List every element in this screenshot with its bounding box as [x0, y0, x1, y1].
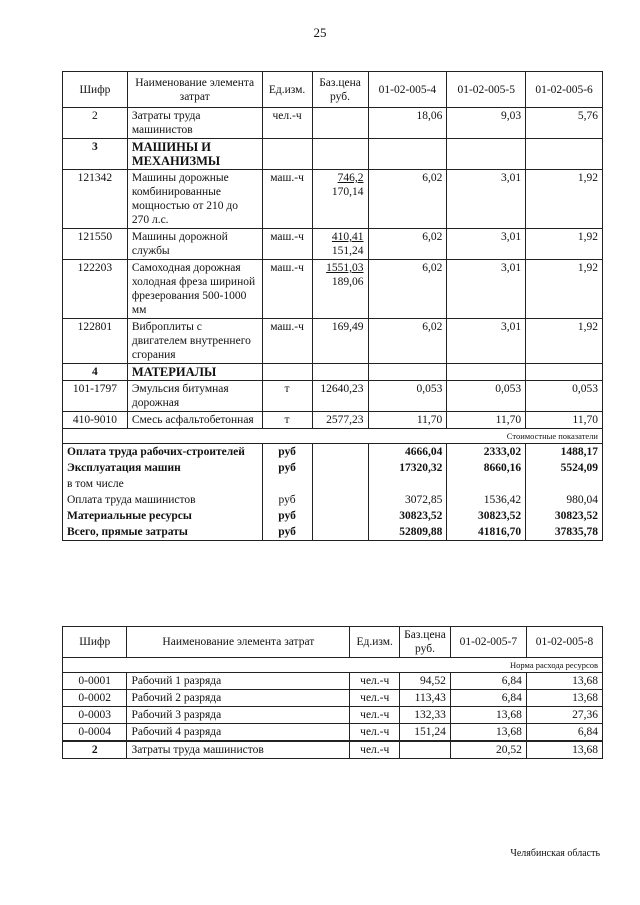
cost-price [312, 460, 368, 476]
region-footer: Челябинская область [510, 848, 600, 859]
row-price [312, 260, 368, 319]
row-name: Эмульсия битумная дорожная [127, 381, 262, 412]
section-row [63, 364, 603, 381]
row-price: 113,43 [400, 690, 451, 707]
price-value: 12640,23 [320, 383, 364, 395]
cost-value-4: 17320,32 [368, 460, 447, 476]
cost-name: в том числе [63, 476, 263, 492]
row-code: 2 [63, 741, 127, 759]
header-unit: Ед.изм. [262, 72, 312, 108]
row-unit: чел.-ч [262, 108, 312, 139]
row-code: 0-0003 [63, 707, 127, 724]
row-unit: т [262, 381, 312, 412]
row-value-8: 13,68 [526, 741, 602, 759]
header-unit: Ед.изм. [350, 627, 400, 658]
cost-caption-row [63, 429, 603, 444]
row-unit [262, 139, 312, 170]
row-code: 121550 [63, 229, 128, 260]
cost-row [63, 476, 603, 492]
cost-value-6: 5524,09 [526, 460, 603, 476]
row-value-5: 11,70 [447, 412, 526, 429]
row-value-4: 6,02 [368, 170, 447, 229]
row-unit: маш.-ч [262, 260, 312, 319]
row-value-5: 3,01 [447, 260, 526, 319]
cost-row [63, 524, 603, 541]
cost-value-5: 1536,42 [447, 492, 526, 508]
row-value-4: 11,70 [368, 412, 447, 429]
row-value-4: 6,02 [368, 319, 447, 364]
row-value-7: 13,68 [450, 724, 526, 742]
header-code: Шифр [63, 72, 128, 108]
row-code: 122203 [63, 260, 128, 319]
row-unit: чел.-ч [350, 673, 400, 690]
price-machinist-value: 170,14 [331, 186, 364, 198]
header-name: Наименование элемента затрат [127, 72, 262, 108]
cost-name: Материальные ресурсы [63, 508, 263, 524]
row-price [312, 319, 368, 364]
row-code: 0-0001 [63, 673, 127, 690]
table-row [63, 229, 603, 260]
norm-caption: Норма расхода ресурсов [63, 658, 603, 673]
table-row [63, 412, 603, 429]
cost-name: Эксплуатация машин [63, 460, 263, 476]
norm-caption-row [63, 658, 603, 673]
cost-value-4: 52809,88 [368, 524, 447, 541]
row-name: МАШИНЫ И МЕХАНИЗМЫ [127, 139, 262, 170]
row-value-8: 6,84 [526, 724, 602, 742]
row-unit: маш.-ч [262, 229, 312, 260]
row-code: 0-0004 [63, 724, 127, 742]
table-row [63, 707, 603, 724]
row-unit: чел.-ч [350, 724, 400, 742]
cost-value-4: 30823,52 [368, 508, 447, 524]
table-row [63, 319, 603, 364]
row-name: Машины дорожные комбинированные мощностью от 210 до 270 л.с. [127, 170, 262, 229]
cost-unit: руб [262, 444, 312, 461]
header-price: Баз.цена руб. [400, 627, 451, 658]
cost-name: Всего, прямые затраты [63, 524, 263, 541]
row-unit: чел.-ч [350, 690, 400, 707]
row-code: 2 [63, 108, 128, 139]
row-value-6: 1,92 [526, 170, 603, 229]
header-col-4: 01-02-005-4 [368, 72, 447, 108]
cost-unit: руб [262, 508, 312, 524]
cost-caption: Стоимостные показатели [63, 429, 603, 444]
row-unit: маш.-ч [262, 170, 312, 229]
row-name: Рабочий 3 разряда [127, 707, 350, 724]
cost-value-5: 2333,02 [447, 444, 526, 461]
row-code: 122801 [63, 319, 128, 364]
row-unit: чел.-ч [350, 707, 400, 724]
row-value-6: 1,92 [526, 260, 603, 319]
row-value-7: 6,84 [450, 673, 526, 690]
row-value-4: 0,053 [368, 381, 447, 412]
price-machinist-value: 151,24 [331, 245, 364, 257]
row-value-6: 11,70 [526, 412, 603, 429]
table-row [63, 741, 603, 759]
cost-name: Оплата труда рабочих-строителей [63, 444, 263, 461]
row-unit: маш.-ч [262, 319, 312, 364]
price-machinist-value: 189,06 [331, 276, 364, 288]
cost-price [312, 492, 368, 508]
cost-price [312, 508, 368, 524]
cost-value-5: 8660,16 [447, 460, 526, 476]
row-value-8: 13,68 [526, 690, 602, 707]
row-name: Смесь асфальтобетонная [127, 412, 262, 429]
cost-value-6: 30823,52 [526, 508, 603, 524]
cost-value-6: 980,04 [526, 492, 603, 508]
row-value-7: 20,52 [450, 741, 526, 759]
row-value-5 [447, 139, 526, 170]
cost-value-6 [526, 476, 603, 492]
cost-row [63, 444, 603, 461]
cost-value-4 [368, 476, 447, 492]
cost-row [63, 492, 603, 508]
cost-unit: руб [262, 524, 312, 541]
table-row [63, 724, 603, 742]
row-name: Рабочий 1 разряда [127, 673, 350, 690]
row-price [312, 229, 368, 260]
row-code: 121342 [63, 170, 128, 229]
cost-value-5 [447, 476, 526, 492]
cost-value-4: 4666,04 [368, 444, 447, 461]
table-row [63, 170, 603, 229]
header-price: Баз.цена руб. [312, 72, 368, 108]
row-value-6: 1,92 [526, 229, 603, 260]
header-col-8: 01-02-005-8 [526, 627, 602, 658]
row-price [312, 364, 368, 381]
price-value: 410,41 [331, 231, 364, 243]
row-value-6: 1,92 [526, 319, 603, 364]
page-number: 25 [313, 25, 327, 40]
row-value-6: 0,053 [526, 381, 603, 412]
cost-value-5: 30823,52 [447, 508, 526, 524]
header-code: Шифр [63, 627, 127, 658]
price-value: 2577,23 [326, 414, 364, 426]
table-row [63, 673, 603, 690]
row-value-5: 3,01 [447, 229, 526, 260]
row-value-8: 13,68 [526, 673, 602, 690]
row-value-4 [368, 139, 447, 170]
cost-price [312, 444, 368, 461]
row-value-7: 13,68 [450, 707, 526, 724]
price-value: 1551,03 [326, 262, 364, 274]
row-code: 101-1797 [63, 381, 128, 412]
table-row [63, 108, 603, 139]
cost-unit: руб [262, 492, 312, 508]
row-value-6 [526, 364, 603, 381]
header-col-6: 01-02-005-6 [526, 72, 603, 108]
row-name: Затраты труда машинистов [127, 108, 262, 139]
row-name: Машины дорожной службы [127, 229, 262, 260]
row-name: Самоходная дорожная холодная фреза шириной фрезерования 500-1000 мм [127, 260, 262, 319]
cost-price [312, 524, 368, 541]
row-value-5: 9,03 [447, 108, 526, 139]
cost-row [63, 508, 603, 524]
row-value-4: 18,06 [368, 108, 447, 139]
cost-price [312, 476, 368, 492]
row-unit: чел.-ч [350, 741, 400, 759]
row-unit: т [262, 412, 312, 429]
row-name: МАТЕРИАЛЫ [127, 364, 262, 381]
row-price: 132,33 [400, 707, 451, 724]
row-value-5: 3,01 [447, 319, 526, 364]
table-header-row [63, 627, 603, 658]
row-value-7: 6,84 [450, 690, 526, 707]
cost-value-5: 41816,70 [447, 524, 526, 541]
row-price [400, 741, 451, 759]
header-name: Наименование элемента затрат [127, 627, 350, 658]
cost-name: Оплата труда машинистов [63, 492, 263, 508]
row-code: 410-9010 [63, 412, 128, 429]
header-col-5: 01-02-005-5 [447, 72, 526, 108]
row-price [312, 108, 368, 139]
cost-value-6: 1488,17 [526, 444, 603, 461]
row-unit [262, 364, 312, 381]
row-value-4: 6,02 [368, 260, 447, 319]
resource-table-2 [62, 626, 603, 759]
cost-row [63, 460, 603, 476]
row-code: 3 [63, 139, 128, 170]
row-value-4 [368, 364, 447, 381]
row-price [312, 139, 368, 170]
section-row [63, 139, 603, 170]
row-value-4: 6,02 [368, 229, 447, 260]
row-price [312, 412, 368, 429]
price-value: 746,2 [337, 172, 364, 184]
row-value-5: 0,053 [447, 381, 526, 412]
row-name: Затраты труда машинистов [127, 741, 350, 759]
row-price: 151,24 [400, 724, 451, 742]
row-price [312, 381, 368, 412]
table-row [63, 690, 603, 707]
cost-unit: руб [262, 460, 312, 476]
row-value-8: 27,36 [526, 707, 602, 724]
header-col-7: 01-02-005-7 [450, 627, 526, 658]
cost-value-6: 37835,78 [526, 524, 603, 541]
cost-value-4: 3072,85 [368, 492, 447, 508]
price-value: 169,49 [331, 321, 364, 333]
table-row [63, 381, 603, 412]
row-name: Рабочий 2 разряда [127, 690, 350, 707]
cost-unit [262, 476, 312, 492]
row-name: Виброплиты с двигателем внутреннего сгорания [127, 319, 262, 364]
table-row [63, 260, 603, 319]
resource-table-1 [62, 71, 603, 541]
row-name: Рабочий 4 разряда [127, 724, 350, 742]
row-value-5: 3,01 [447, 170, 526, 229]
row-value-6: 5,76 [526, 108, 603, 139]
row-price [312, 170, 368, 229]
row-price: 94,52 [400, 673, 451, 690]
row-code: 0-0002 [63, 690, 127, 707]
row-value-5 [447, 364, 526, 381]
row-code: 4 [63, 364, 128, 381]
row-value-6 [526, 139, 603, 170]
table-header-row [63, 72, 603, 108]
